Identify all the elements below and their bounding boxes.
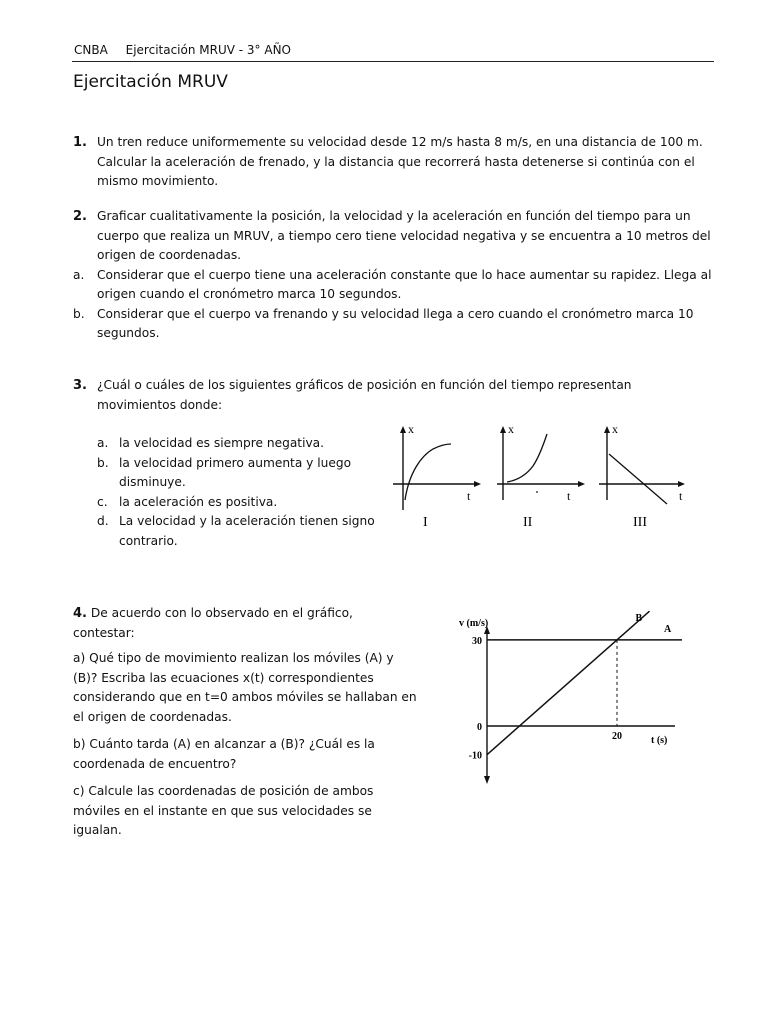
question-2-text: Graficar cualitativamente la posición, la velocidad y la aceleración en función del tiempo para un cuerpo que realiza un MRUV, a tiempo cero tiene velocidad negativa y se encuentra a 10 metros del origen de coordenadas. xyxy=(97,209,711,262)
x-tick-label-20: 20 xyxy=(612,731,622,742)
question-3-number: 3. xyxy=(73,378,87,393)
question-3-option-d-label: d. xyxy=(97,514,109,528)
graph-2-name: II xyxy=(523,515,533,530)
graph-1-x-label: t xyxy=(467,489,471,503)
question-3-option-c-text: la aceleración es positiva. xyxy=(119,494,278,509)
graph-2-y-label: x xyxy=(508,422,514,436)
graph-2-x-label: t xyxy=(567,489,571,503)
page-header xyxy=(74,43,291,57)
question-2-item-b-label: b. xyxy=(73,306,85,321)
chart-y-label: v (m/s) xyxy=(459,618,489,629)
graph-2-x-arrow xyxy=(578,481,585,487)
question-2-item-b-text: Considerar que el cuerpo va frenando y su velocidad llega a cero cuando el cronómetro marca 10 segundos. xyxy=(97,306,694,340)
graph-2-dot xyxy=(536,491,538,493)
graph-1-y-arrow xyxy=(400,426,406,433)
graph-1-x-arrow xyxy=(474,481,481,487)
question-1-number: 1. xyxy=(73,135,87,150)
graph-1-name: I xyxy=(423,515,428,530)
question-4-number: 4. xyxy=(73,606,87,621)
question-4-intro: De acuerdo con lo observado en el gráfico, contestar: xyxy=(73,606,353,640)
y-tick-label-neg10: -10 xyxy=(468,750,482,762)
graph-3-y-arrow xyxy=(604,426,610,433)
y-tick-label-30: 30 xyxy=(472,635,482,647)
header-school: CNBA xyxy=(74,43,108,57)
question-1-text: Un tren reduce uniformemente su velocidad desde 12 m/s hasta 8 m/s, en una distancia de 100 m. Calcular la aceleración de frenado, y la distancia que recorrerá hasta detenerse si continúa con el mismo movimiento. xyxy=(97,135,703,188)
graph-2-y-arrow xyxy=(500,426,506,433)
graph-3-y-label: x xyxy=(612,422,618,436)
series-label-a: A xyxy=(664,623,672,635)
graph-3-x-arrow xyxy=(678,481,685,487)
question-3-option-b-text: la velocidad primero aumenta y luego disminuye. xyxy=(119,455,352,489)
series-label-b: B xyxy=(635,613,643,625)
chart-x-label: t (s) xyxy=(651,735,668,746)
question-4-part-b: b) Cuánto tarda (A) en alcanzar a (B)? ¿Cuál es la coordenada de encuentro? xyxy=(73,737,375,771)
y-tick-label-0: 0 xyxy=(477,722,482,733)
position-time-graphs xyxy=(385,418,705,538)
question-2-item-a-text: Considerar que el cuerpo tiene una aceleración constante que lo hace aumentar su rapidez. Llega al origen cuando el cronómetro marca 10 segundos. xyxy=(97,267,712,301)
graph-3-x-label: t xyxy=(679,489,683,503)
question-1 xyxy=(73,133,718,192)
question-3-option-b-label: b. xyxy=(97,455,109,470)
graph-1-y-label: x xyxy=(408,422,414,436)
question-3-option-a-label: a. xyxy=(97,436,109,450)
header-course: Ejercitación MRUV - 3° AÑO xyxy=(125,43,291,57)
graph-3-name: III xyxy=(633,515,647,530)
velocity-time-chart xyxy=(455,610,695,790)
chart-y-arrow-down xyxy=(484,776,490,784)
header-divider xyxy=(72,61,714,62)
question-2 xyxy=(73,207,718,344)
page-title: Ejercitación MRUV xyxy=(73,72,228,92)
question-3 xyxy=(73,376,643,415)
question-3-options xyxy=(73,434,383,551)
question-4-part-a: a) Qué tipo de movimiento realizan los móviles (A) y (B)? Escriba las ecuaciones x(t) correspondientes considerando que en t=0 ambos móviles se hallaban en el origen de coordenadas. xyxy=(73,651,417,724)
series-line-b xyxy=(487,611,650,755)
question-2-item-a-label: a. xyxy=(73,267,85,282)
question-3-text: ¿Cuál o cuáles de los siguientes gráficos de posición en función del tiempo representan movimientos donde: xyxy=(97,378,632,412)
graph-1-curve xyxy=(405,444,451,500)
question-4-part-c: c) Calcule las coordenadas de posición de ambos móviles en el instante en que sus velocidades se igualan. xyxy=(73,784,374,837)
graph-2-curve xyxy=(507,434,547,482)
graph-3-line xyxy=(609,454,667,504)
question-3-option-d-text: La velocidad y la aceleración tienen signo contrario. xyxy=(119,514,375,548)
question-3-option-c-label: c. xyxy=(97,494,108,509)
question-2-number: 2. xyxy=(73,209,87,224)
question-3-option-a-text: la velocidad es siempre negativa. xyxy=(119,436,325,450)
question-4 xyxy=(73,604,418,841)
